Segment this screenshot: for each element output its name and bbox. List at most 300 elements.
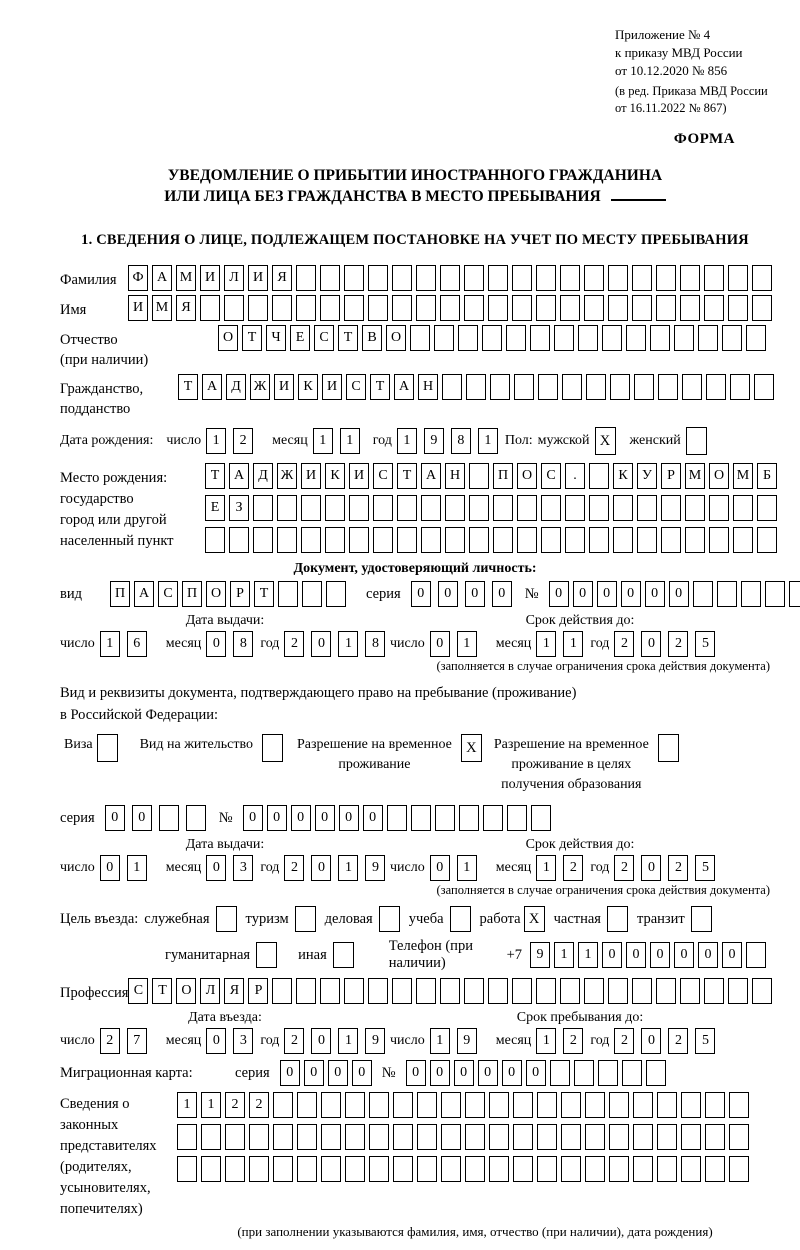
char-cell[interactable]: [393, 1156, 413, 1182]
char-cell[interactable]: Т: [152, 978, 172, 1004]
char-cell[interactable]: [440, 295, 460, 321]
char-cell[interactable]: [674, 325, 694, 351]
char-cell[interactable]: 2: [233, 428, 253, 454]
char-cell[interactable]: [297, 1092, 317, 1118]
char-cell[interactable]: А: [229, 463, 249, 489]
char-cell[interactable]: 9: [365, 1028, 385, 1054]
char-cell[interactable]: С: [128, 978, 148, 1004]
char-cell[interactable]: [633, 1092, 653, 1118]
char-cell[interactable]: 0: [328, 1060, 348, 1086]
char-cell[interactable]: [464, 978, 484, 1004]
char-cell[interactable]: [609, 1156, 629, 1182]
char-cell[interactable]: [272, 295, 292, 321]
char-cell[interactable]: 1: [206, 428, 226, 454]
char-cell[interactable]: [589, 495, 609, 521]
char-cell[interactable]: [373, 495, 393, 521]
char-cell[interactable]: [610, 374, 630, 400]
char-cell[interactable]: [297, 1156, 317, 1182]
char-cell[interactable]: И: [274, 374, 294, 400]
char-cell[interactable]: 0: [669, 581, 689, 607]
char-cell[interactable]: [445, 495, 465, 521]
char-cell[interactable]: [325, 495, 345, 521]
char-cell[interactable]: О: [517, 463, 537, 489]
char-cell[interactable]: 1: [536, 1028, 556, 1054]
char-cell[interactable]: 0: [339, 805, 359, 831]
char-cell[interactable]: С: [373, 463, 393, 489]
char-cell[interactable]: [541, 495, 561, 521]
char-cell[interactable]: [392, 295, 412, 321]
char-cell[interactable]: [464, 265, 484, 291]
char-cell[interactable]: [657, 1092, 677, 1118]
char-cell[interactable]: [416, 265, 436, 291]
char-cell[interactable]: [514, 374, 534, 400]
char-cell[interactable]: [301, 527, 321, 553]
char-cell[interactable]: У: [637, 463, 657, 489]
char-cell[interactable]: 0: [430, 631, 450, 657]
char-cell[interactable]: [705, 1124, 725, 1150]
char-cell[interactable]: 2: [284, 855, 304, 881]
char-cell[interactable]: [277, 495, 297, 521]
char-cell[interactable]: [661, 527, 681, 553]
char-cell[interactable]: [730, 374, 750, 400]
char-cell[interactable]: И: [301, 463, 321, 489]
char-cell[interactable]: 1: [478, 428, 498, 454]
char-cell[interactable]: Ч: [266, 325, 286, 351]
char-cell[interactable]: [693, 581, 713, 607]
char-cell[interactable]: [512, 978, 532, 1004]
char-cell[interactable]: [513, 1124, 533, 1150]
char-cell[interactable]: Л: [200, 978, 220, 1004]
char-cell[interactable]: [465, 1124, 485, 1150]
char-cell[interactable]: [541, 527, 561, 553]
char-cell[interactable]: И: [200, 265, 220, 291]
char-cell[interactable]: [466, 374, 486, 400]
char-cell[interactable]: 0: [411, 581, 431, 607]
char-cell[interactable]: [705, 1156, 725, 1182]
char-cell[interactable]: 7: [127, 1028, 147, 1054]
char-cell[interactable]: Я: [224, 978, 244, 1004]
char-cell[interactable]: [416, 978, 436, 1004]
char-cell[interactable]: [746, 325, 766, 351]
char-cell[interactable]: 0: [267, 805, 287, 831]
char-cell[interactable]: [560, 978, 580, 1004]
char-cell[interactable]: 0: [311, 855, 331, 881]
char-cell[interactable]: [321, 1156, 341, 1182]
char-cell[interactable]: [609, 1124, 629, 1150]
char-cell[interactable]: [680, 265, 700, 291]
char-cell[interactable]: 6: [127, 631, 147, 657]
char-cell[interactable]: [685, 495, 705, 521]
char-cell[interactable]: [369, 1092, 389, 1118]
char-cell[interactable]: Т: [205, 463, 225, 489]
char-cell[interactable]: [225, 1124, 245, 1150]
char-cell[interactable]: [434, 325, 454, 351]
char-cell[interactable]: Е: [205, 495, 225, 521]
char-cell[interactable]: [201, 1156, 221, 1182]
char-cell[interactable]: 0: [641, 1028, 661, 1054]
char-cell[interactable]: 0: [206, 631, 226, 657]
char-cell[interactable]: [680, 978, 700, 1004]
char-cell[interactable]: [301, 495, 321, 521]
char-cell[interactable]: Р: [230, 581, 250, 607]
char-cell[interactable]: [296, 978, 316, 1004]
char-cell[interactable]: Р: [661, 463, 681, 489]
char-cell[interactable]: 5: [695, 631, 715, 657]
char-cell[interactable]: 0: [206, 1028, 226, 1054]
char-cell[interactable]: 0: [492, 581, 512, 607]
char-cell[interactable]: [441, 1092, 461, 1118]
char-cell[interactable]: [633, 1156, 653, 1182]
char-cell[interactable]: [634, 374, 654, 400]
char-cell[interactable]: [728, 978, 748, 1004]
char-cell[interactable]: [706, 374, 726, 400]
char-cell[interactable]: [517, 495, 537, 521]
char-cell[interactable]: 0: [674, 942, 694, 968]
char-cell[interactable]: [536, 978, 556, 1004]
char-cell[interactable]: [637, 495, 657, 521]
char-cell[interactable]: [658, 374, 678, 400]
char-cell[interactable]: [445, 527, 465, 553]
sex-male-checkbox[interactable]: X: [595, 427, 616, 455]
char-cell[interactable]: [373, 527, 393, 553]
char-cell[interactable]: [397, 527, 417, 553]
char-cell[interactable]: [578, 325, 598, 351]
char-cell[interactable]: [506, 325, 526, 351]
char-cell[interactable]: [717, 581, 737, 607]
char-cell[interactable]: 0: [406, 1060, 426, 1086]
char-cell[interactable]: К: [298, 374, 318, 400]
char-cell[interactable]: Ф: [128, 265, 148, 291]
char-cell[interactable]: [458, 325, 478, 351]
char-cell[interactable]: Н: [418, 374, 438, 400]
char-cell[interactable]: [565, 495, 585, 521]
char-cell[interactable]: [589, 463, 609, 489]
char-cell[interactable]: 2: [614, 1028, 634, 1054]
char-cell[interactable]: [273, 1092, 293, 1118]
char-cell[interactable]: [746, 942, 766, 968]
purpose-business-checkbox[interactable]: [379, 906, 400, 932]
char-cell[interactable]: [560, 295, 580, 321]
char-cell[interactable]: [513, 1156, 533, 1182]
char-cell[interactable]: [272, 978, 292, 1004]
char-cell[interactable]: 0: [549, 581, 569, 607]
char-cell[interactable]: В: [362, 325, 382, 351]
char-cell[interactable]: [729, 1124, 749, 1150]
char-cell[interactable]: Т: [242, 325, 262, 351]
char-cell[interactable]: 0: [311, 1028, 331, 1054]
char-cell[interactable]: [704, 265, 724, 291]
char-cell[interactable]: [562, 374, 582, 400]
char-cell[interactable]: [177, 1124, 197, 1150]
char-cell[interactable]: 1: [563, 631, 583, 657]
char-cell[interactable]: Т: [370, 374, 390, 400]
char-cell[interactable]: [561, 1124, 581, 1150]
char-cell[interactable]: П: [110, 581, 130, 607]
char-cell[interactable]: [201, 1124, 221, 1150]
char-cell[interactable]: И: [248, 265, 268, 291]
char-cell[interactable]: 9: [424, 428, 444, 454]
char-cell[interactable]: [733, 495, 753, 521]
purpose-tourism-checkbox[interactable]: [295, 906, 316, 932]
residence-permit-checkbox[interactable]: [262, 734, 283, 762]
char-cell[interactable]: О: [709, 463, 729, 489]
char-cell[interactable]: И: [349, 463, 369, 489]
char-cell[interactable]: 0: [311, 631, 331, 657]
char-cell[interactable]: 1: [127, 855, 147, 881]
char-cell[interactable]: [417, 1156, 437, 1182]
char-cell[interactable]: 0: [650, 942, 670, 968]
char-cell[interactable]: Я: [176, 295, 196, 321]
char-cell[interactable]: 1: [457, 855, 477, 881]
char-cell[interactable]: [440, 978, 460, 1004]
char-cell[interactable]: 9: [457, 1028, 477, 1054]
char-cell[interactable]: 2: [225, 1092, 245, 1118]
char-cell[interactable]: [584, 295, 604, 321]
char-cell[interactable]: [633, 1124, 653, 1150]
char-cell[interactable]: 9: [530, 942, 550, 968]
char-cell[interactable]: 0: [100, 855, 120, 881]
char-cell[interactable]: [680, 295, 700, 321]
char-cell[interactable]: [585, 1092, 605, 1118]
char-cell[interactable]: [608, 295, 628, 321]
char-cell[interactable]: [320, 978, 340, 1004]
char-cell[interactable]: О: [218, 325, 238, 351]
purpose-study-checkbox[interactable]: [450, 906, 471, 932]
char-cell[interactable]: [709, 495, 729, 521]
char-cell[interactable]: З: [229, 495, 249, 521]
char-cell[interactable]: С: [158, 581, 178, 607]
char-cell[interactable]: [249, 1156, 269, 1182]
char-cell[interactable]: [465, 1156, 485, 1182]
char-cell[interactable]: 0: [597, 581, 617, 607]
char-cell[interactable]: [585, 1124, 605, 1150]
char-cell[interactable]: 0: [430, 855, 450, 881]
char-cell[interactable]: [417, 1124, 437, 1150]
char-cell[interactable]: [681, 1156, 701, 1182]
char-cell[interactable]: [733, 527, 753, 553]
char-cell[interactable]: [321, 1092, 341, 1118]
char-cell[interactable]: [297, 1124, 317, 1150]
char-cell[interactable]: [531, 805, 551, 831]
char-cell[interactable]: [589, 527, 609, 553]
char-cell[interactable]: [632, 265, 652, 291]
char-cell[interactable]: 1: [201, 1092, 221, 1118]
char-cell[interactable]: 1: [338, 855, 358, 881]
char-cell[interactable]: 2: [563, 855, 583, 881]
char-cell[interactable]: С: [346, 374, 366, 400]
char-cell[interactable]: 1: [313, 428, 333, 454]
char-cell[interactable]: [205, 527, 225, 553]
char-cell[interactable]: [681, 1092, 701, 1118]
char-cell[interactable]: [411, 805, 431, 831]
char-cell[interactable]: [186, 805, 206, 831]
char-cell[interactable]: 2: [100, 1028, 120, 1054]
char-cell[interactable]: Р: [248, 978, 268, 1004]
char-cell[interactable]: [369, 1156, 389, 1182]
char-cell[interactable]: [417, 1092, 437, 1118]
char-cell[interactable]: О: [206, 581, 226, 607]
char-cell[interactable]: 5: [695, 1028, 715, 1054]
char-cell[interactable]: [273, 1124, 293, 1150]
char-cell[interactable]: [345, 1092, 365, 1118]
char-cell[interactable]: [585, 1156, 605, 1182]
char-cell[interactable]: М: [685, 463, 705, 489]
char-cell[interactable]: [488, 978, 508, 1004]
char-cell[interactable]: [704, 978, 724, 1004]
char-cell[interactable]: 1: [338, 631, 358, 657]
temp-residence-checkbox[interactable]: X: [461, 734, 482, 762]
char-cell[interactable]: [584, 978, 604, 1004]
char-cell[interactable]: [345, 1124, 365, 1150]
char-cell[interactable]: 0: [502, 1060, 522, 1086]
char-cell[interactable]: 0: [304, 1060, 324, 1086]
char-cell[interactable]: [344, 978, 364, 1004]
char-cell[interactable]: [320, 265, 340, 291]
char-cell[interactable]: 0: [641, 631, 661, 657]
char-cell[interactable]: [561, 1156, 581, 1182]
char-cell[interactable]: 1: [536, 855, 556, 881]
char-cell[interactable]: И: [128, 295, 148, 321]
char-cell[interactable]: [273, 1156, 293, 1182]
char-cell[interactable]: [561, 1092, 581, 1118]
char-cell[interactable]: [441, 1124, 461, 1150]
char-cell[interactable]: [704, 295, 724, 321]
char-cell[interactable]: [278, 581, 298, 607]
char-cell[interactable]: 1: [100, 631, 120, 657]
char-cell[interactable]: 3: [233, 1028, 253, 1054]
char-cell[interactable]: [225, 1156, 245, 1182]
char-cell[interactable]: [435, 805, 455, 831]
char-cell[interactable]: П: [182, 581, 202, 607]
char-cell[interactable]: 2: [284, 631, 304, 657]
char-cell[interactable]: [277, 527, 297, 553]
char-cell[interactable]: [465, 1092, 485, 1118]
char-cell[interactable]: [657, 1156, 677, 1182]
char-cell[interactable]: Ж: [277, 463, 297, 489]
char-cell[interactable]: [729, 1156, 749, 1182]
char-cell[interactable]: Т: [397, 463, 417, 489]
char-cell[interactable]: [392, 265, 412, 291]
char-cell[interactable]: Б: [757, 463, 777, 489]
char-cell[interactable]: [646, 1060, 666, 1086]
char-cell[interactable]: [397, 495, 417, 521]
purpose-work-checkbox[interactable]: X: [524, 906, 545, 932]
char-cell[interactable]: О: [176, 978, 196, 1004]
char-cell[interactable]: С: [541, 463, 561, 489]
char-cell[interactable]: 0: [352, 1060, 372, 1086]
purpose-private-checkbox[interactable]: [607, 906, 628, 932]
char-cell[interactable]: [565, 527, 585, 553]
char-cell[interactable]: 1: [554, 942, 574, 968]
char-cell[interactable]: [493, 495, 513, 521]
char-cell[interactable]: [537, 1124, 557, 1150]
char-cell[interactable]: Д: [253, 463, 273, 489]
char-cell[interactable]: [709, 527, 729, 553]
char-cell[interactable]: [741, 581, 761, 607]
char-cell[interactable]: [302, 581, 322, 607]
char-cell[interactable]: [685, 527, 705, 553]
char-cell[interactable]: [550, 1060, 570, 1086]
char-cell[interactable]: И: [322, 374, 342, 400]
char-cell[interactable]: 9: [365, 855, 385, 881]
char-cell[interactable]: [369, 1124, 389, 1150]
char-cell[interactable]: [249, 1124, 269, 1150]
char-cell[interactable]: [229, 527, 249, 553]
char-cell[interactable]: [622, 1060, 642, 1086]
char-cell[interactable]: [513, 1092, 533, 1118]
char-cell[interactable]: [728, 295, 748, 321]
char-cell[interactable]: [493, 527, 513, 553]
char-cell[interactable]: [560, 265, 580, 291]
char-cell[interactable]: [253, 495, 273, 521]
char-cell[interactable]: [469, 495, 489, 521]
char-cell[interactable]: [789, 581, 800, 607]
char-cell[interactable]: М: [176, 265, 196, 291]
char-cell[interactable]: Т: [178, 374, 198, 400]
char-cell[interactable]: 0: [315, 805, 335, 831]
char-cell[interactable]: [489, 1124, 509, 1150]
char-cell[interactable]: [200, 295, 220, 321]
char-cell[interactable]: 0: [645, 581, 665, 607]
char-cell[interactable]: [368, 295, 388, 321]
char-cell[interactable]: А: [394, 374, 414, 400]
purpose-humanitarian-checkbox[interactable]: [256, 942, 277, 968]
char-cell[interactable]: [349, 495, 369, 521]
char-cell[interactable]: С: [314, 325, 334, 351]
char-cell[interactable]: [368, 978, 388, 1004]
char-cell[interactable]: Т: [254, 581, 274, 607]
char-cell[interactable]: [464, 295, 484, 321]
visa-checkbox[interactable]: [97, 734, 118, 762]
char-cell[interactable]: 1: [338, 1028, 358, 1054]
char-cell[interactable]: [469, 463, 489, 489]
char-cell[interactable]: [489, 1092, 509, 1118]
char-cell[interactable]: 1: [536, 631, 556, 657]
char-cell[interactable]: [321, 1124, 341, 1150]
char-cell[interactable]: [586, 374, 606, 400]
char-cell[interactable]: 2: [668, 1028, 688, 1054]
char-cell[interactable]: [656, 978, 676, 1004]
char-cell[interactable]: 8: [365, 631, 385, 657]
char-cell[interactable]: К: [325, 463, 345, 489]
char-cell[interactable]: [482, 325, 502, 351]
char-cell[interactable]: 0: [206, 855, 226, 881]
char-cell[interactable]: [661, 495, 681, 521]
char-cell[interactable]: [320, 295, 340, 321]
char-cell[interactable]: 1: [457, 631, 477, 657]
char-cell[interactable]: [537, 1156, 557, 1182]
char-cell[interactable]: 2: [614, 631, 634, 657]
char-cell[interactable]: [344, 295, 364, 321]
char-cell[interactable]: [253, 527, 273, 553]
char-cell[interactable]: 1: [430, 1028, 450, 1054]
char-cell[interactable]: [296, 265, 316, 291]
char-cell[interactable]: [530, 325, 550, 351]
char-cell[interactable]: 2: [668, 631, 688, 657]
char-cell[interactable]: 0: [132, 805, 152, 831]
char-cell[interactable]: [722, 325, 742, 351]
purpose-transit-checkbox[interactable]: [691, 906, 712, 932]
temp-residence-education-checkbox[interactable]: [658, 734, 679, 762]
char-cell[interactable]: 0: [363, 805, 383, 831]
char-cell[interactable]: [538, 374, 558, 400]
char-cell[interactable]: [554, 325, 574, 351]
char-cell[interactable]: [441, 1156, 461, 1182]
char-cell[interactable]: [613, 527, 633, 553]
char-cell[interactable]: [459, 805, 479, 831]
char-cell[interactable]: [440, 265, 460, 291]
char-cell[interactable]: [349, 527, 369, 553]
